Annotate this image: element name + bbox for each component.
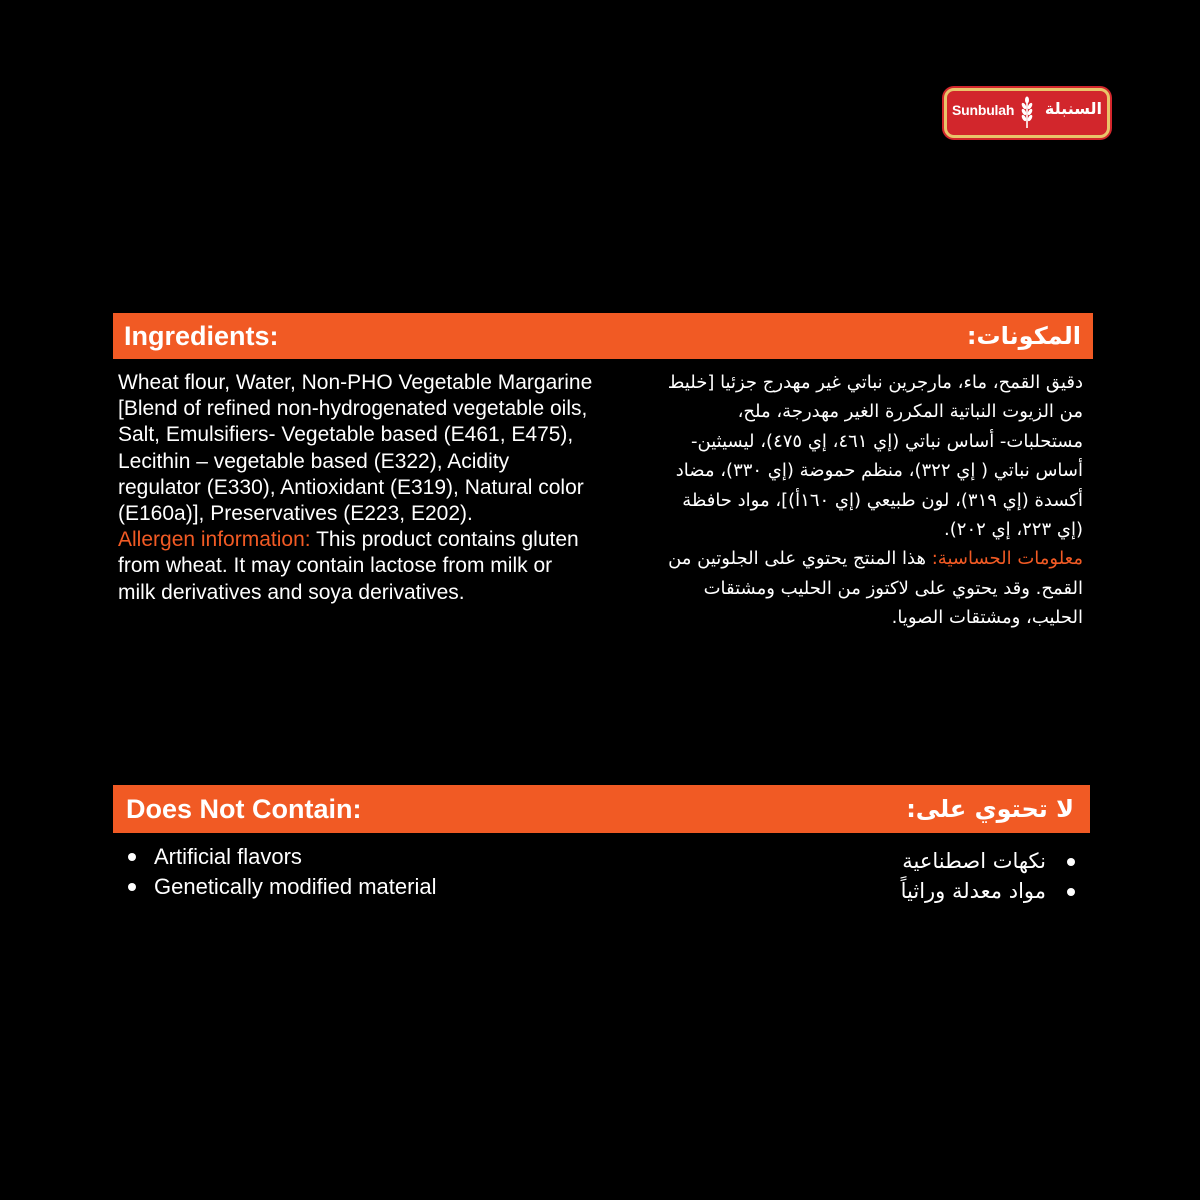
ingredients-text-ar: دقيق القمح، ماء، مارجرين نباتي غير مهدرج جزئيا [خليط من الزيوت النباتية المكررة الغير مهدرجة، ملح، مستحلبات- أساس نباتي (إي ٤٦١، إي ٤٧٥)، ليسيثين- أساس نباتي ( إي ٣٢٢)، منظم حموضة (إي ٣٣٠)، مضاد أكسدة (إي ٣١٩)، لون طبيعي (إي ١٦٠أ)]، مواد حافظة (إي ٢٢٣، إي ٢٠٢). [667,372,1083,541]
wheat-icon [1019,96,1035,130]
list-item-label: Artificial flavors [154,844,302,869]
list-item [125,842,436,872]
list-item-label: نكهات اصطناعية [902,849,1046,873]
bullet-icon [128,853,136,861]
does-not-contain-header-bar [113,785,1090,833]
ingredients-text-en-block [118,370,593,606]
logo-name-arabic: السنبلة [1044,99,1102,118]
list-item-label: Genetically modified material [154,874,437,899]
does-not-contain-list-en [125,842,436,902]
ingredients-title-ar: المكونات: [966,322,1081,350]
bullet-icon [128,883,136,891]
ingredients-text-ar-block [655,368,1083,633]
ingredients-header-bar [113,313,1093,359]
ingredients-text-en: Wheat flour, Water, Non-PHO Vegetable Margarine [Blend of refined non-hydrogenated vegetable oils, Salt, Emulsifiers- Vegetable based (E461, E475), Lecithin – vegetable based (E322), Acidity regulator (E330), Antioxidant (E319), Natural color (E160a)], Preservatives (E223, E202). [118,371,593,526]
brand-logo [944,88,1110,138]
allergen-paragraph-en [118,527,593,606]
list-item [125,872,436,902]
allergen-paragraph-ar [655,544,1083,632]
bullet-icon [1067,888,1075,896]
allergen-label-en: Allergen information: [118,528,311,552]
list-item-label: مواد معدلة وراثياً [900,879,1046,903]
allergen-label-ar: معلومات الحساسية: [931,548,1083,570]
bullet-icon [1067,858,1075,866]
logo-name-latin: Sunbulah [952,102,1015,118]
list-item [901,846,1078,876]
list-item [901,876,1078,906]
does-not-contain-title-ar: لا تحتوي على: [906,795,1074,823]
allergen-text-en: This product contains gluten from wheat. It may contain lactose from milk or milk derivatives and soya derivatives. [118,528,579,604]
ingredients-title-en: Ingredients: [124,321,279,351]
does-not-contain-title-en: Does Not Contain: [126,794,362,824]
allergen-text-ar: هذا المنتج يحتوي على الجلوتين من القمح. وقد يحتوي على لاكتوز من الحليب ومشتقات الحليب، ومشتقات الصويا. [668,548,1083,629]
does-not-contain-list-ar [901,846,1078,906]
